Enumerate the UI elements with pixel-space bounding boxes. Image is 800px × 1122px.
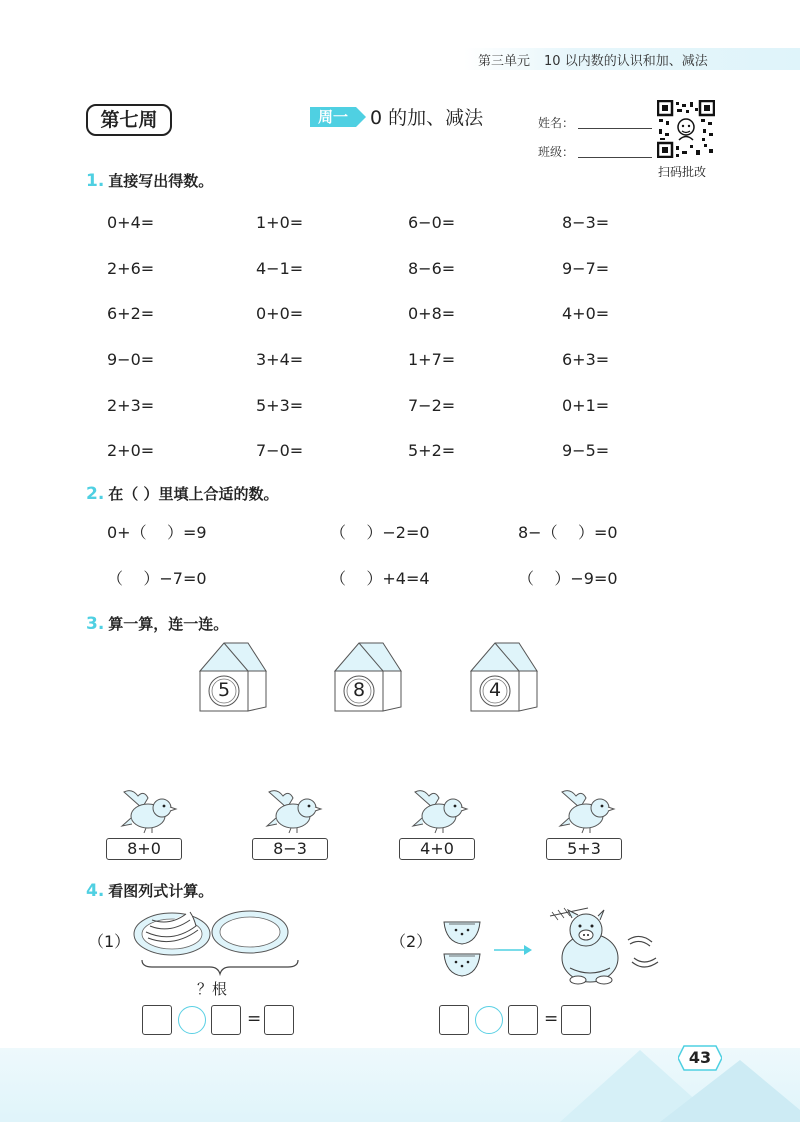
topic-label: 10 以内数的认识和加、减法 (544, 54, 708, 69)
answer-blank[interactable]: （ ） (541, 523, 594, 542)
house[interactable] (196, 641, 268, 713)
brace-icon (140, 958, 300, 976)
answer-box[interactable] (508, 1005, 538, 1035)
name-label: 姓名： (538, 116, 575, 130)
equation: 2+6= (107, 259, 155, 278)
week-badge: 第七周 (86, 104, 172, 136)
fill-blank-pre: 0+ (107, 523, 131, 542)
section-2-text: 在（ ）里填上合适的数。 (108, 485, 279, 503)
equation: 0+1= (562, 396, 610, 415)
answer-blank[interactable]: （ ） (330, 523, 383, 542)
bird-expression[interactable]: 4+0 (399, 838, 475, 860)
section-2-title (86, 483, 279, 504)
equation: 0+8= (408, 304, 456, 323)
equation: 1+7= (408, 350, 456, 369)
equation: 9−0= (107, 350, 155, 369)
bird-icon (263, 786, 323, 836)
fill-blank-item (518, 566, 618, 589)
equation: 0+0= (256, 304, 304, 323)
operator-circle[interactable] (475, 1006, 503, 1034)
equation: 2+0= (107, 441, 155, 460)
equation: 9−7= (562, 259, 610, 278)
equation: 0+4= (107, 213, 155, 232)
class-label: 班级： (538, 145, 575, 159)
fill-blank-post: −2=0 (382, 523, 430, 542)
equation: 8−3= (562, 213, 610, 232)
answer-box[interactable] (561, 1005, 591, 1035)
fill-blank-item (107, 520, 207, 543)
fill-blank-item (330, 566, 430, 589)
answer-box[interactable] (264, 1005, 294, 1035)
watermelon-icon (440, 914, 486, 980)
running-header (478, 50, 708, 69)
operator-circle[interactable] (178, 1006, 206, 1034)
equals-sign: = (247, 1009, 262, 1029)
answer-blank[interactable]: （ ） (107, 569, 160, 588)
scan-caption: 扫码批改 (658, 165, 707, 179)
equation: 1+0= (256, 213, 304, 232)
equation: 6+2= (107, 304, 155, 323)
fill-blank-post: +4=4 (382, 569, 430, 588)
unit-label: 第三单元 (478, 54, 531, 69)
house-number: 5 (217, 679, 231, 701)
section-1-title (86, 170, 213, 191)
brace-label: ？根 (197, 980, 228, 998)
bird-expression[interactable]: 5+3 (546, 838, 622, 860)
lesson-title: 0 的加、减法 (370, 107, 484, 129)
answer-box[interactable] (439, 1005, 469, 1035)
house-icon (196, 641, 268, 713)
class-field[interactable] (578, 157, 652, 158)
fill-blank-item (330, 520, 430, 543)
section-4-number: 4. (86, 881, 105, 901)
answer-blank[interactable]: （ ） (130, 523, 183, 542)
equation: 9−5= (562, 441, 610, 460)
section-3-text: 算一算，连一连。 (108, 615, 229, 633)
bird-icon (556, 786, 616, 836)
day-tag: 周一 (310, 107, 356, 127)
house-icon (467, 641, 539, 713)
problem-2-label: （2） (390, 932, 433, 951)
fill-blank-item (107, 566, 207, 589)
bananas-plate-icon (132, 906, 292, 958)
fill-blank-pre: 8− (518, 523, 542, 542)
equation: 2+3= (107, 396, 155, 415)
bird-icon (409, 786, 469, 836)
equation: 7−2= (408, 396, 456, 415)
qr-code-icon[interactable] (657, 100, 715, 158)
bird-expression[interactable]: 8−3 (252, 838, 328, 860)
section-4-text: 看图列式计算。 (108, 882, 214, 900)
fill-blank-post: =0 (593, 523, 618, 542)
fill-blank-post: −7=0 (159, 569, 207, 588)
equation: 4+0= (562, 304, 610, 323)
section-4-title (86, 880, 213, 901)
answer-box[interactable] (142, 1005, 172, 1035)
house-number: 4 (488, 679, 502, 701)
answer-blank[interactable]: （ ） (518, 569, 571, 588)
problem-1-label: （1） (88, 932, 131, 951)
equation: 6+3= (562, 350, 610, 369)
section-2-number: 2. (86, 484, 105, 504)
fill-blank-item (518, 520, 618, 543)
arrow-right-icon (494, 944, 532, 956)
section-1-number: 1. (86, 171, 105, 191)
fill-blank-post: =9 (182, 523, 207, 542)
bird-expression[interactable]: 8+0 (106, 838, 182, 860)
equation: 6−0= (408, 213, 456, 232)
equals-sign: = (544, 1009, 559, 1029)
equation: 3+4= (256, 350, 304, 369)
equation: 5+3= (256, 396, 304, 415)
house-icon (331, 641, 403, 713)
section-3-number: 3. (86, 614, 105, 634)
equation: 5+2= (408, 441, 456, 460)
bird-icon (118, 786, 178, 836)
equation: 8−6= (408, 259, 456, 278)
house-number: 8 (352, 679, 366, 701)
equation: 4−1= (256, 259, 304, 278)
page-number: 43 (688, 1048, 712, 1067)
equation: 7−0= (256, 441, 304, 460)
answer-box[interactable] (211, 1005, 241, 1035)
name-field[interactable] (578, 128, 652, 129)
fill-blank-post: −9=0 (570, 569, 618, 588)
section-1-text: 直接写出得数。 (108, 172, 214, 190)
house[interactable] (331, 641, 403, 713)
section-3-title (86, 613, 228, 634)
answer-blank[interactable]: （ ） (330, 569, 383, 588)
pig-character-icon (548, 902, 668, 986)
house[interactable] (467, 641, 539, 713)
